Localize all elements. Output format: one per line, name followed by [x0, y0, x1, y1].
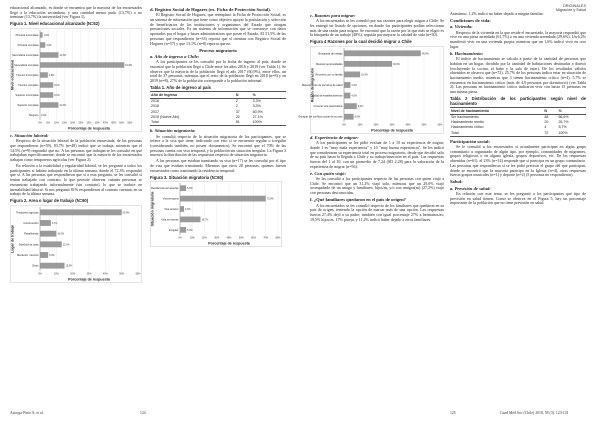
right-column-1: [298, 12, 444, 224]
data-label: 5,0%: [49, 253, 55, 257]
x-tick-label: 60%: [251, 236, 256, 240]
table-cell: 48: [544, 114, 549, 119]
table-2-title: Tabla 2 Distribución de los participantes según nivel de hacinamiento: [450, 95, 586, 106]
table-2: [450, 107, 586, 136]
table-cell: 5,7%: [558, 125, 567, 130]
bar: [344, 50, 421, 56]
table-cell: 61: [235, 120, 252, 126]
data-label: 16,7%: [201, 218, 209, 222]
category-label: Técnico incompleto: [16, 73, 39, 77]
table-cell: Total: [450, 130, 543, 136]
bar: [40, 262, 65, 268]
data-label: 3,2%: [46, 43, 52, 47]
section-heading: f. ¿Qué familiares quedaron en el país de origen?: [310, 197, 406, 203]
figure-1: [10, 28, 142, 132]
paragraph: Se le consultó a los encuestados si actualmente participan en algún grupo comunitario u organizado de algún tipo, por ejemplo, comunidades de migrantes, grupos religiosos o en alguna iglesia, grupos deportivos, etc. De las respuestas obtenidas (n=61), el 23% (n=14) responde que sí participa en un grupo comunitario. Las personas que respondieron sí se les pidió precisar el grupo del que participan, donde se encontró que la mayoría participa en la Iglesia (n=4), otras respuestas fueron grupos musicales (n=1) y deporte (n=2) (5 personas no respondieron).: [450, 144, 586, 178]
table-cell: 2016: [151, 99, 159, 104]
category-label: Secundaria incompleta: [12, 53, 39, 57]
x-tick-label: 80%: [275, 236, 281, 240]
paragraph: Respecto de la situación laboral de la población encuestada, de las personas que respondieron (n=59), 83,7% (n=48) indicó que se trabaja, mientras que el 14,5% (n=9) respondió que no. A las personas que trabajan se les consultó en qué trabajaban específicamente, donde se encontró que la mayoría de los encuestados trabajan como temporeros agrícolas (ver Figura 2).: [10, 138, 142, 162]
section-heading: e. Con quién viajó:: [310, 170, 346, 176]
table-cell: 20: [544, 120, 549, 125]
category-label: Escapar del conflicto social de su país: [298, 115, 343, 119]
bar: [344, 82, 350, 88]
category-label: Calidad de establecimientos: [310, 94, 343, 98]
x-tick-label: 50%: [238, 236, 244, 240]
data-label: 5,0%: [187, 187, 193, 191]
figure-2-title: Figura 2. Area o lugar de trabajo (N=60): [10, 197, 89, 203]
bar: [344, 71, 360, 77]
table-cell: 3,3%: [252, 99, 261, 104]
x-tick-label: 50%: [421, 123, 427, 127]
category-label: Irregular: [168, 229, 179, 233]
paragraph: educacional alcanzado, es donde se encuentra que la mayoría de los encuestados llegó a la educación secundaria, y una cantidad menor pudo (13,7%) o no terminar (13,7%) la universidad (ver Figura 1).: [10, 5, 142, 20]
figure-3: [150, 181, 286, 247]
data-label: 48,0%: [421, 52, 429, 56]
table-row: [150, 120, 286, 126]
bar: [344, 92, 350, 98]
paragraph: Se les consultó a los participantes respecto de las personas con quien viajó a Chile. Se encontró que un 31,2% viajó solo, mientras que un 29,0% viajó acompañado de un amigo y familiares, hijos/as, y/o con amigos(as) (27,2%) viajó con personas desconocidas.: [310, 176, 444, 196]
x-axis-title: Porcentaje de respuesta: [68, 126, 110, 131]
bar: [180, 217, 200, 223]
paragraph: A los participantes se les consultó por la fecha de ingreso al país, donde se encontró que la población llegó a Chile entre los años 2016 y 2019 (ver Tabla 1). Se observa que la mayoría de la población llegó el año 2017 (60,9%), entre ellos, un total de 37 personas, mientras que el resto de la población llegó en 2018 (n=8) y en 2019 (n=8), 27% de la población corresponde a la población informal.: [150, 59, 286, 84]
section-heading: d. Registro Social de Hogares (ex. Ficha de Protección Social).: [150, 7, 271, 12]
table-cell: 2: [235, 104, 238, 109]
x-tick-label: 20%: [373, 123, 379, 127]
figure-2: [10, 205, 142, 283]
header-line-1: ORIGINALES: [562, 4, 586, 8]
data-label: 5,0%: [187, 229, 193, 233]
data-label: 30,0%: [393, 62, 400, 66]
section-heading: b. Situación migratoria:: [150, 128, 196, 134]
table-row: [450, 130, 586, 136]
figure-1-chart: [10, 28, 142, 132]
chart-frame: [311, 46, 444, 133]
left-column-2: [150, 6, 286, 247]
x-tick-label: 30%: [214, 236, 220, 240]
paragraph: A los encuestados se les consultó por sus razones para elegir migrar a Chile. Se les entregó un listado de opciones, en donde los participantes podían seleccionar más de una razón para migrar. Se encontró que la razón por la que más se eligió es la búsqueda de un trabajo (48%), seguida por mejorar la calidad de vida (n=30).: [310, 18, 444, 38]
table-cell: 66,6%: [558, 114, 569, 119]
figure-2-chart: [10, 205, 142, 283]
category-label: Búsqueda de trabajo: [318, 52, 343, 56]
section-heading: d. Experiencia de migrar:: [310, 134, 359, 140]
table-cell: 100%: [252, 120, 286, 126]
paragraph: Se consultó respecto de la situación migratoria de los participantes, que se refiere a la visa que tiene, indicando con esto si se encuentra regular o irregular (considerando también, no poseer documentos). Se encontró que el 70% de las personas cuenta con visa temporal, y la población sin situación irregular. La Figura 3 muestra la distribución de las respuestas respecto de situación migratoria.: [150, 133, 286, 158]
x-tick-label: 0%: [38, 272, 42, 276]
bar: [40, 82, 53, 88]
table-cell: Total: [150, 120, 235, 126]
category-label: Visa temporal: [162, 197, 179, 201]
y-axis-title: Nivel educacional: [10, 59, 15, 90]
table-cell: 4: [544, 125, 547, 130]
bar: [40, 220, 51, 226]
bar: [40, 92, 53, 98]
x-tick-label: 40%: [405, 123, 411, 127]
data-label: 4,0%: [351, 83, 357, 87]
data-label: 3,3%: [185, 208, 191, 212]
bar: [40, 32, 43, 38]
bar: [344, 103, 357, 109]
x-tick-label: 20%: [70, 272, 76, 276]
paragraph: En relación a la estabilidad y regularidad laboral, se les preguntó a todos los participantes si habían trabajado en la última semana, donde el 72,3% respondió que sí. A las personas que respondieron que sí a esta pregunta, se les consultó si tenían trabajado con contrato, lo que permite observar cuántas personas se encuentran trabajando informalmente (sin contrato), lo que se traduce en inestabilidad laboral. Si nos preguntó 81% respondieron al contrato cuentan, en su trabajo de la última semana.: [10, 163, 142, 197]
data-label: 50,0%: [122, 210, 130, 214]
figure-4-chart: [298, 46, 444, 134]
table-cell: 27,1%: [252, 114, 263, 119]
data-label: 10,0%: [361, 73, 368, 77]
category-label: Otros: [32, 264, 39, 268]
x-tick-label: 10%: [53, 121, 59, 125]
category-label: Mecánico / técnico: [17, 253, 39, 257]
bar: [344, 114, 354, 120]
page-number: 124: [140, 411, 146, 415]
category-label: Superior incompleta: [15, 93, 39, 97]
x-tick-label: 20%: [202, 236, 207, 240]
table-header: Año de ingreso: [150, 92, 235, 98]
table-cell: 25,7%: [558, 120, 569, 125]
table-cell: Hacinamiento medio: [451, 120, 484, 125]
figure-4-title: Figura 4 Razones por la cual decidió migrar a Chile: [310, 39, 412, 45]
x-tick-label: 55%: [127, 121, 133, 125]
table-cell: 37: [235, 109, 240, 114]
x-tick-label: 40%: [226, 236, 232, 240]
table-cell: Hacinamiento crítico: [451, 125, 484, 130]
table-cell: 2019 (Nueve Abr): [151, 114, 180, 119]
y-axis-title: Lugar de trabajo: [10, 224, 15, 253]
section-heading: a. Año de ingreso a Chile:: [150, 53, 200, 59]
table-cell: 22: [235, 114, 240, 119]
x-tick-label: 25%: [78, 121, 84, 125]
data-label: 6,7%: [51, 221, 58, 225]
category-label: Mejores oportunidades: [316, 62, 343, 66]
category-label: Residencia permanente: [151, 187, 179, 191]
table-header: N: [543, 108, 557, 114]
paragraph: A las personas que estaban tramitando su visa (n=17) se les consultó por el tipo de visa que estaban tramitando. Mientras que otros 28 personas, quienes fueron encuestados como tramitando la residencia temporal.: [150, 158, 286, 173]
left-column-1: [10, 6, 142, 283]
category-label: Técnico completo: [18, 83, 39, 87]
bar: [40, 230, 56, 236]
data-label: 8,0%: [357, 104, 364, 108]
bar: [40, 252, 48, 258]
data-label: 11,3%: [59, 103, 67, 107]
bar: [40, 42, 45, 48]
footer-authors: Astorga-Pinto S, et al.: [10, 411, 44, 415]
section-heading: c. Situación laboral:: [10, 132, 49, 138]
data-label: 15,0%: [65, 264, 73, 268]
x-tick-label: 70%: [263, 236, 269, 240]
data-label: 11,3%: [59, 53, 67, 57]
category-label: Mejoramiento de servicios de salud: [301, 83, 343, 87]
right-column-2: [450, 12, 586, 207]
paragraph: Asimismo, 1,2% indicó no haber dejado a ningún familiar.: [450, 11, 544, 16]
x-tick-label: 15%: [62, 121, 67, 125]
section-heading: c. Razones para migrar:: [310, 13, 356, 18]
x-tick-label: 30%: [389, 123, 395, 127]
table-cell: 3,3%: [252, 104, 261, 109]
data-label: 4,0%: [351, 94, 357, 98]
category-label: Primaria incompleta: [15, 33, 39, 37]
x-tick-label: 0%: [38, 121, 42, 125]
x-axis-title: Porcentaje de respuesta: [68, 277, 110, 282]
data-label: 1,6%: [43, 33, 50, 37]
x-tick-label: 10%: [357, 123, 363, 127]
category-label: Reunirse con su familia: [315, 73, 343, 77]
category-label: Retail/tienda: [24, 232, 39, 236]
subsection-heading: Participación social:: [450, 138, 490, 144]
x-tick-label: 50%: [119, 121, 125, 125]
category-label: Secundaria completa: [14, 63, 39, 67]
bar: [344, 61, 392, 67]
x-tick-label: 30%: [86, 272, 92, 276]
x-tick-label: 40%: [102, 272, 108, 276]
section-heading: b. Hacinamiento:: [450, 50, 484, 56]
paragraph: El índice de hacinamiento se calcula a partir de la cantidad de personas que habitan en un hogar, dividido por la cantidad de habitaciones destinadas a dormir (excluyendo la cocina, el baño y la sala de estar). De los resultados válidos obtenidos se observa que (n=72), 25,7% de los personas indica estar en situación de hacinamiento medio, mientras que 3 tienen hacinamiento crítico (n=4). 5,7% se encuentra en hacinamiento crítico (más de 4,9 personas por dormitorio) (ver Tabla 2). Las personas en hacinamiento crítico indicaron vivir con hasta 15 personas en una misma pieza.: [450, 56, 586, 95]
category-label: Superior completa: [17, 103, 39, 107]
category-label: Conocer otra país/cultura: [313, 104, 343, 108]
paragraph: A los participantes se les pidió evaluar de 1 a 10 su experiencia de migrar, donde 1 es "muy mala experiencia" y 10 "muy buena experiencia". Se les indicó que consideraran su experiencia total en proceso migratorio, desde que decidió salir de su país hasta la llegada a Chile y su trabajo/inserción en el país. Las respuestas fueron del 1 al 10, con un promedio de 7,24 (SD 2,28) para la valoración de la experiencia de migrar (n=56).: [310, 140, 444, 169]
bar: [40, 72, 48, 78]
x-axis-title: Porcentaje de respuesta: [208, 241, 250, 246]
figure-3-chart: [150, 181, 282, 247]
table-header: N: [235, 92, 252, 98]
category-label: Construcción: [23, 221, 39, 225]
x-tick-label: 50%: [119, 272, 125, 276]
footer-journal: Cuad Méd Soc (Chile) 2018, 58 (3): 123-131: [500, 411, 569, 415]
header-line-2: Migración y Salud: [555, 8, 586, 13]
category-label: Ninguno: [28, 113, 39, 117]
x-tick-label: 0%: [342, 123, 346, 127]
category-label: Primaria completa: [17, 43, 39, 47]
table-cell: 72: [543, 130, 557, 136]
x-tick-label: 45%: [111, 121, 116, 125]
paragraph: A los encuestados se les consultó respecto de los familiares que quedaron en su país de origen, teniendo la opción de marcar más de una opción. Las respuestas fueron 27,4% dejó a su padre; también con igual porcentaje 27% a hermanos/as; 19,5% hijos/as, 17% pareja, y 11,2% indicó haber dejado a otros familiares.: [310, 202, 444, 222]
data-label: 13,3%: [62, 242, 70, 246]
data-label: 4,8%: [48, 73, 55, 77]
x-tick-label: 5%: [46, 121, 50, 125]
bar: [40, 209, 122, 215]
x-tick-label: 20%: [70, 121, 76, 125]
x-tick-label: 60%: [135, 272, 141, 276]
x-tick-label: 10%: [189, 236, 195, 240]
bar: [40, 102, 58, 108]
figure-3-title: Figura 3. Situación migratoria (N=60): [150, 174, 224, 180]
table-cell: 100%: [557, 130, 586, 136]
section-heading: a. Vivienda:: [450, 24, 473, 30]
y-axis-title: Situación migratoria: [150, 191, 155, 227]
paragraph: Respecto de la vivienda en la que reside el encuestado, la mayoría respondió que vive en una pieza arrendada (61,7%) o en una vivienda arrendada (29,6%). Un 6,2% manifestó vivir en una vivienda propia, mientras que un 1,6% indicó vivir en otro lugar.: [450, 29, 586, 49]
table-cell: Sin hacinamiento: [451, 114, 479, 119]
table-cell: 2017: [151, 109, 159, 114]
bar: [180, 196, 266, 202]
bar: [180, 186, 186, 192]
bar: [40, 62, 124, 68]
table-1-title: Tabla 1. Año de ingreso al país: [150, 84, 211, 90]
section-heading: a. Previsión de salud:: [450, 185, 491, 191]
x-tick-label: 60%: [437, 123, 443, 127]
data-label: 10,0%: [57, 232, 65, 236]
category-label: Visa en trámite: [161, 218, 179, 222]
x-tick-label: 0%: [178, 236, 182, 240]
data-label: 0,0%: [41, 113, 47, 117]
figure-4: [298, 46, 444, 134]
category-label: Dueño/a de casa: [18, 242, 39, 246]
x-tick-label: 35%: [94, 121, 100, 125]
table-header: Nivel de hacinamiento: [450, 108, 543, 114]
x-axis-title: Porcentaje de respuesta: [371, 128, 413, 133]
paragraph: En relación con este tema, se les preguntó a los participantes qué tipo de previsión en salud tienen. Como se observa en el Figura 5, hay un porcentaje importante de la población que no tiene previsión en salud.: [450, 190, 586, 206]
subsection-heading: Salud:: [450, 179, 463, 185]
bar: [40, 52, 58, 58]
figure-1-title: Figura 1. Nivel educacional alcanzado (N=62): [10, 21, 100, 27]
y-axis-title: Razón de migración: [310, 67, 315, 102]
subsection-heading: Proceso migratorio: [199, 47, 237, 53]
table-header: %: [557, 108, 586, 114]
right-page: [300, 0, 600, 421]
table-cell: 2018: [151, 104, 159, 109]
data-label: 70,0%: [266, 197, 274, 201]
data-label: 8,1%: [54, 83, 60, 87]
data-label: 6,0%: [354, 115, 361, 119]
category-label: Visa turismo: [164, 208, 179, 212]
table-cell: 2: [235, 99, 238, 104]
bar: [180, 206, 184, 212]
paragraph: El Registro Social de Hogares, que reemplazó la Ficha de Protección Social, es un sistema de información que tiene como objetivo apoyar la postulación y selección de beneficiarios de las instituciones y organismos del Estado que otorgan prestaciones sociales. Es un sistema de información que se construye con datos aportados por el hogar y bases administrativas que posee el Estado. El 51,5% de las personas que respondieron (n=33) reporta que sí cuentan con Registro Social de Hogares (n=57) y que 13,1% (n=8) reporta que no.: [150, 12, 286, 46]
x-tick-label: 10%: [53, 272, 59, 276]
table-header: %: [252, 92, 286, 98]
x-tick-label: 40%: [102, 121, 108, 125]
table-1: [150, 91, 286, 126]
page-number: 125: [450, 411, 456, 415]
data-label: 8,1%: [54, 93, 60, 97]
table-cell: 60,9%: [252, 109, 263, 114]
data-label: 51,6%: [125, 63, 133, 67]
bar: [40, 241, 62, 247]
subsection-heading: Condiciones de vida:: [450, 18, 491, 24]
bar: [180, 227, 186, 233]
x-tick-label: 30%: [86, 121, 92, 125]
category-label: Temporero agrícola: [16, 210, 39, 214]
